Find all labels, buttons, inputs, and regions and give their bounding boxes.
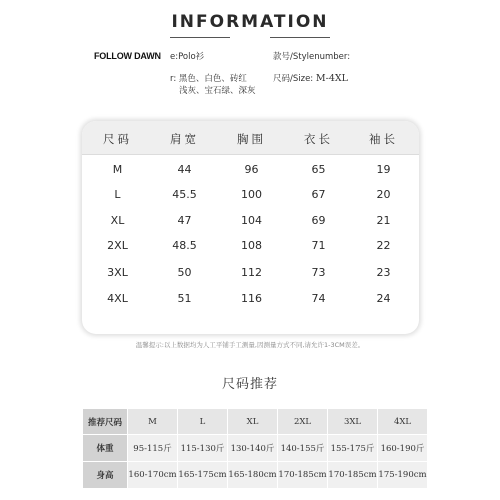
- weight-label: 体重: [83, 435, 128, 462]
- title-divider-left: [170, 37, 230, 38]
- header-length: 衣长: [304, 132, 333, 146]
- height-label: 身高: [83, 462, 128, 489]
- row-2xl-chest: 108: [241, 239, 262, 252]
- page-title: INFORMATION: [171, 12, 329, 32]
- rec-size-xl: XL: [228, 409, 278, 435]
- row-l-length: 67: [311, 188, 326, 201]
- style-label: e:Polo衫: [170, 52, 205, 62]
- weight-2xl: 140-155斤: [278, 435, 328, 462]
- size-range: M-4XL: [315, 73, 348, 84]
- recommendation-header-row: [83, 409, 428, 435]
- row-4xl-sleeve: 24: [376, 292, 391, 305]
- row-l-shoulder: 45.5: [172, 188, 197, 201]
- recommendation-title: 尺码推荐: [221, 377, 278, 392]
- recommendation-table: [82, 408, 428, 489]
- row-4xl-size: 4XL: [107, 292, 128, 305]
- color-line-1: r: 黑色、白色、砖红: [170, 74, 247, 84]
- height-row: [83, 462, 428, 489]
- height-xl: 165-180cm: [228, 462, 278, 489]
- rec-size-4xl: 4XL: [378, 409, 428, 435]
- row-l-size: L: [114, 188, 121, 201]
- size-info: [273, 73, 348, 85]
- row-l-chest: 100: [241, 188, 262, 201]
- weight-3xl: 155-175斤: [328, 435, 378, 462]
- header-chest: 胸围: [237, 132, 266, 146]
- row-3xl-shoulder: 50: [177, 266, 192, 279]
- row-xl-sleeve: 21: [376, 214, 391, 227]
- weight-row: [83, 435, 428, 462]
- height-m: 160-170cm: [128, 462, 178, 489]
- height-l: 165-175cm: [178, 462, 228, 489]
- row-xl-chest: 104: [241, 214, 262, 227]
- row-m-sleeve: 19: [376, 163, 391, 176]
- size-label: 尺码/Size:: [273, 74, 314, 84]
- row-xl-shoulder: 47: [177, 214, 192, 227]
- weight-m: 95-115斤: [128, 435, 178, 462]
- row-m-shoulder: 44: [177, 163, 192, 176]
- row-m-size: M: [112, 163, 123, 176]
- row-4xl-chest: 116: [241, 292, 262, 305]
- row-xl-length: 69: [311, 214, 326, 227]
- header-size: 尺码: [103, 132, 132, 146]
- weight-4xl: 160-190斤: [378, 435, 428, 462]
- height-3xl: 170-185cm: [328, 462, 378, 489]
- row-4xl-shoulder: 51: [177, 292, 192, 305]
- row-2xl-shoulder: 48.5: [172, 239, 197, 252]
- row-2xl-sleeve: 22: [376, 239, 391, 252]
- header-sleeve: 袖长: [369, 132, 398, 146]
- row-3xl-length: 73: [311, 266, 326, 279]
- row-xl-size: XL: [110, 214, 125, 227]
- recommendation-header-label: 推荐尺码: [83, 409, 128, 435]
- style-number-label: 款号/Stylenumber:: [273, 52, 351, 62]
- row-3xl-chest: 112: [241, 266, 262, 279]
- row-l-sleeve: 20: [376, 188, 391, 201]
- row-4xl-length: 74: [311, 292, 326, 305]
- title-divider: [0, 37, 500, 38]
- weight-l: 115-130斤: [178, 435, 228, 462]
- rec-size-2xl: 2XL: [278, 409, 328, 435]
- size-chart-panel: [82, 121, 419, 334]
- row-3xl-size: 3XL: [107, 266, 128, 279]
- row-3xl-sleeve: 23: [376, 266, 391, 279]
- height-2xl: 170-185cm: [278, 462, 328, 489]
- rec-size-m: M: [128, 409, 178, 435]
- title-divider-right: [270, 37, 330, 38]
- row-2xl-length: 71: [311, 239, 326, 252]
- row-m-length: 65: [311, 163, 326, 176]
- weight-xl: 130-140斤: [228, 435, 278, 462]
- header-shoulder: 肩宽: [170, 132, 199, 146]
- color-line-2: 浅灰、宝石绿、深灰: [179, 86, 256, 96]
- measurement-note: 温馨提示:以上数据均为人工平铺手工测量,因测量方式不同,请允许1-3CM误差。: [135, 341, 365, 349]
- row-m-chest: 96: [244, 163, 259, 176]
- rec-size-l: L: [178, 409, 228, 435]
- height-4xl: 175-190cm: [378, 462, 428, 489]
- rec-size-3xl: 3XL: [328, 409, 378, 435]
- color-info: [170, 73, 256, 97]
- brand-logo: FOLLOW DAWN: [94, 51, 161, 61]
- row-2xl-size: 2XL: [107, 239, 128, 252]
